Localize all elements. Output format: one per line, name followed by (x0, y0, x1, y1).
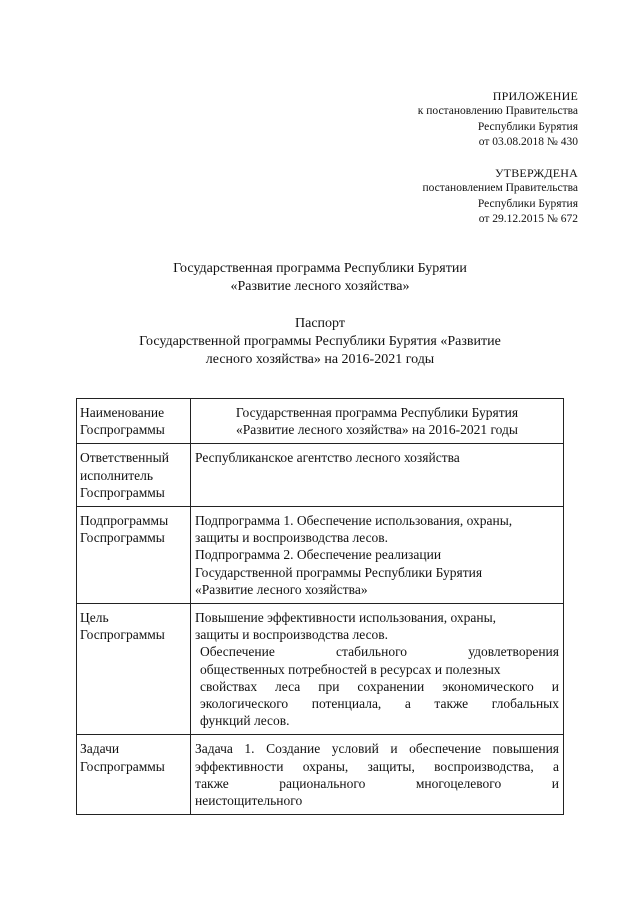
row-label (77, 444, 191, 507)
content-line: функций лесов. (200, 713, 290, 729)
label-line: Ответственный (80, 450, 169, 466)
content-line: эффективности охраны, защиты, воспроизводства, а (195, 758, 559, 774)
label-line: Госпрограммы (80, 484, 165, 500)
row-content (191, 604, 564, 735)
row-content (191, 444, 564, 507)
content-line: Подпрограмма 2. Обеспечение реализации (195, 547, 442, 563)
appendix-block (418, 89, 578, 151)
passport-title-line: лесного хозяйства» на 2016-2021 годы (205, 352, 435, 367)
content-line: Обеспечение стабильного удовлетворения (200, 644, 559, 660)
appendix-line: от 03.08.2018 № 430 (478, 136, 578, 149)
goal-paragraph (195, 643, 559, 729)
table-row-goal (77, 604, 564, 735)
label-line: исполнитель (80, 467, 153, 483)
content-line: Республиканское агентство лесного хозяйства (195, 450, 460, 466)
label-line: Госпрограммы (80, 530, 165, 546)
content-line: «Развитие лесного хозяйства» на 2016-2021 годы (236, 422, 518, 438)
approved-line: постановлением Правительства (422, 182, 578, 195)
row-content (191, 735, 564, 815)
row-label (77, 604, 191, 735)
row-label (77, 507, 191, 604)
row-label (77, 399, 191, 444)
approved-heading: УТВЕРЖДЕНА (494, 166, 578, 180)
content-line: также рационального многоцелевого и (195, 775, 559, 791)
table-row-subprograms (77, 507, 564, 604)
appendix-heading: ПРИЛОЖЕНИЕ (492, 89, 578, 103)
approved-block (422, 166, 578, 228)
passport-heading: Паспорт (295, 316, 345, 331)
label-line: Госпрограммы (80, 627, 165, 643)
content-line: общественных потребностей в ресурсах и полезных (200, 661, 501, 677)
label-line: Задачи (80, 741, 120, 757)
content-line: «Развитие лесного хозяйства» (195, 581, 368, 597)
content-line: защиты и воспроизводства лесов. (195, 530, 389, 546)
table-row-executor (77, 444, 564, 507)
program-title-line: «Развитие лесного хозяйства» (230, 279, 410, 294)
label-line: Наименование (80, 405, 165, 420)
label-line: Госпрограммы (80, 758, 165, 774)
table-row-name (77, 399, 564, 444)
content-line: неистощительного (195, 793, 303, 809)
content-line: свойствах леса при сохранении экономического и (200, 678, 559, 694)
content-line: Государственная программа Республики Бурятия (235, 405, 519, 420)
row-label (77, 735, 191, 815)
passport-title-line: Государственной программы Республики Бурятия «Развитие (139, 334, 501, 349)
row-content (191, 399, 564, 444)
row-content (191, 507, 564, 604)
label-line: Госпрограммы (80, 422, 165, 438)
approved-line: Республики Бурятия (477, 197, 578, 210)
passport-title (0, 315, 640, 369)
content-line: Государственной программы Республики Бурятия (195, 564, 483, 580)
content-line: Задача 1. Создание условий и обеспечение повышения (195, 741, 559, 757)
program-title-line: Государственная программа Республики Бурятии (173, 261, 467, 276)
content-line: Подпрограмма 1. Обеспечение использования, охраны, (195, 513, 513, 529)
approved-line: от 29.12.2015 № 672 (478, 213, 578, 226)
appendix-line: Республики Бурятия (477, 120, 578, 133)
label-line: Подпрограммы (80, 513, 169, 529)
appendix-line: к постановлению Правительства (417, 105, 578, 118)
content-line: Повышение эффективности использования, охраны, (195, 610, 497, 626)
passport-table (76, 398, 564, 815)
program-title (0, 260, 640, 296)
table-row-tasks (77, 735, 564, 815)
content-line: экологического потенциала, а также глобальных (200, 696, 559, 712)
content-line: защиты и воспроизводства лесов. (195, 627, 389, 643)
label-line: Цель (80, 610, 109, 626)
